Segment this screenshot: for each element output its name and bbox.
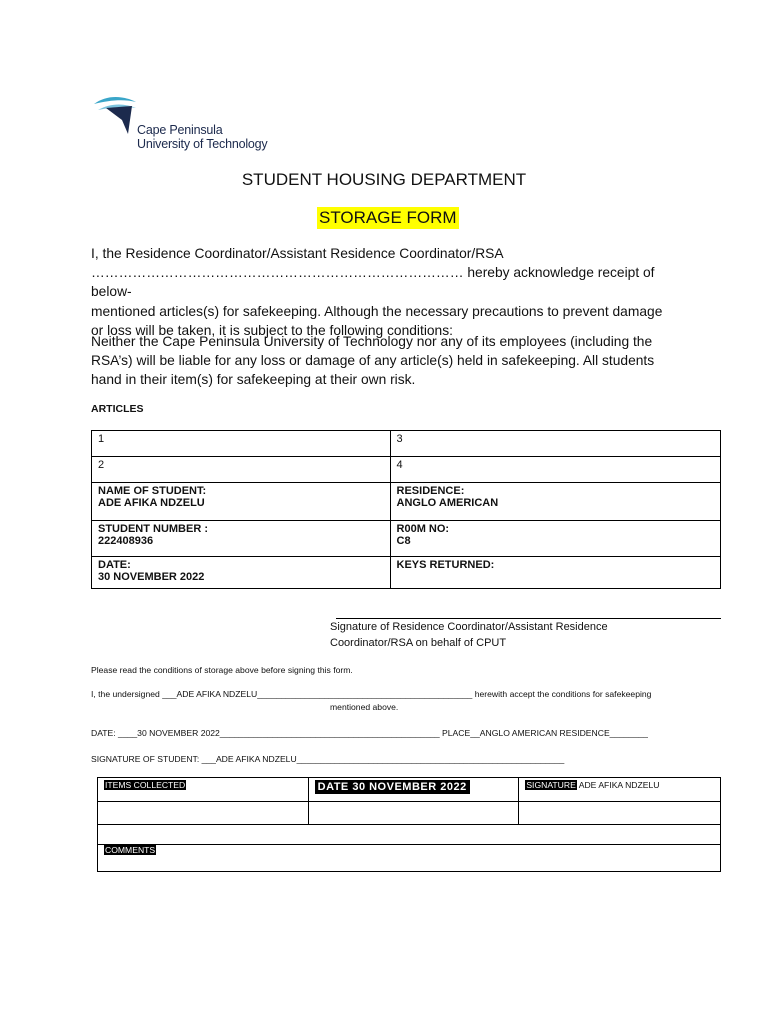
comments-cell[interactable] [98,845,721,872]
collection-signature-cell [519,778,721,802]
articles-label: ARTICLES [91,403,144,415]
logo-text: Cape Peninsula University of Technology [137,123,268,151]
collection-table [97,777,721,872]
collection-date-label: DATE 30 NOVEMBER 2022 [315,780,470,794]
items-collected-entry[interactable] [98,802,309,825]
name-of-student-cell: NAME OF STUDENT: ADE AFIKA NDZELU [92,483,391,521]
date-place-line: DATE: ____30 NOVEMBER 2022______________________________________________ PLACE__ANGLO AMERICAN RESIDENCE________ [91,728,648,738]
liability-paragraph: Neither the Cape Peninsula University of Technology nor any of its employees (including the RSA’s) will be liable for any loss or damage of any article(s) held in safekeeping. All students hand in their item(s) for safekeeping at their own risk. [91,334,655,388]
items-collected-label: ITEMS COLLECTED [105,780,186,790]
blank-row[interactable] [98,825,721,845]
article-cell-2[interactable]: 2 [92,457,391,483]
articles-table [91,430,721,589]
signature-entry[interactable] [519,802,721,825]
collection-date-cell [308,778,519,802]
please-read-note: Please read the conditions of storage above before signing this form. [91,665,353,675]
keys-returned-cell: KEYS RETURNED: [390,557,720,589]
comments-label: COMMENTS [105,845,156,855]
intro-paragraph: I, the Residence Coordinator/Assistant Residence Coordinator/RSA ……………………………………………………………………… hereby acknowledge receipt of below- mentioned articles(s) for safekeeping. Although the necessary precautions to prevent damage or loss will be taken, it is subject to the following conditions: [91,246,663,338]
student-signature-line: SIGNATURE OF STUDENT: ___ADE AFIKA NDZELU________________________________________________________ [91,754,565,764]
coordinator-signature-line [336,618,721,619]
date-cell: DATE: 30 NOVEMBER 2022 [92,557,391,589]
items-collected-cell [98,778,309,802]
department-heading: STUDENT HOUSING DEPARTMENT [241,170,527,189]
undersigned-line: I, the undersigned ___ADE AFIKA NDZELU_____________________________________________ herewith accept the conditions for safekeeping [91,689,652,699]
date-entry[interactable] [308,802,519,825]
student-number-cell: STUDENT NUMBER : 222408936 [92,521,391,557]
coordinator-signature-caption: Signature of Residence Coordinator/Assistant Residence Coordinator/RSA on behalf of CPUT [330,621,608,649]
room-number-cell: R00M NO: C8 [390,521,720,557]
form-title: STORAGE FORM [319,208,457,227]
residence-cell: RESIDENCE: ANGLO AMERICAN [390,483,720,521]
signature-label: SIGNATURE [526,780,576,790]
article-cell-3[interactable]: 3 [390,431,720,457]
article-cell-1[interactable]: 1 [92,431,391,457]
article-cell-4[interactable]: 4 [390,457,720,483]
mentioned-above: mentioned above. [330,702,399,712]
signature-value: ADE AFIKA NDZELU [576,780,660,790]
